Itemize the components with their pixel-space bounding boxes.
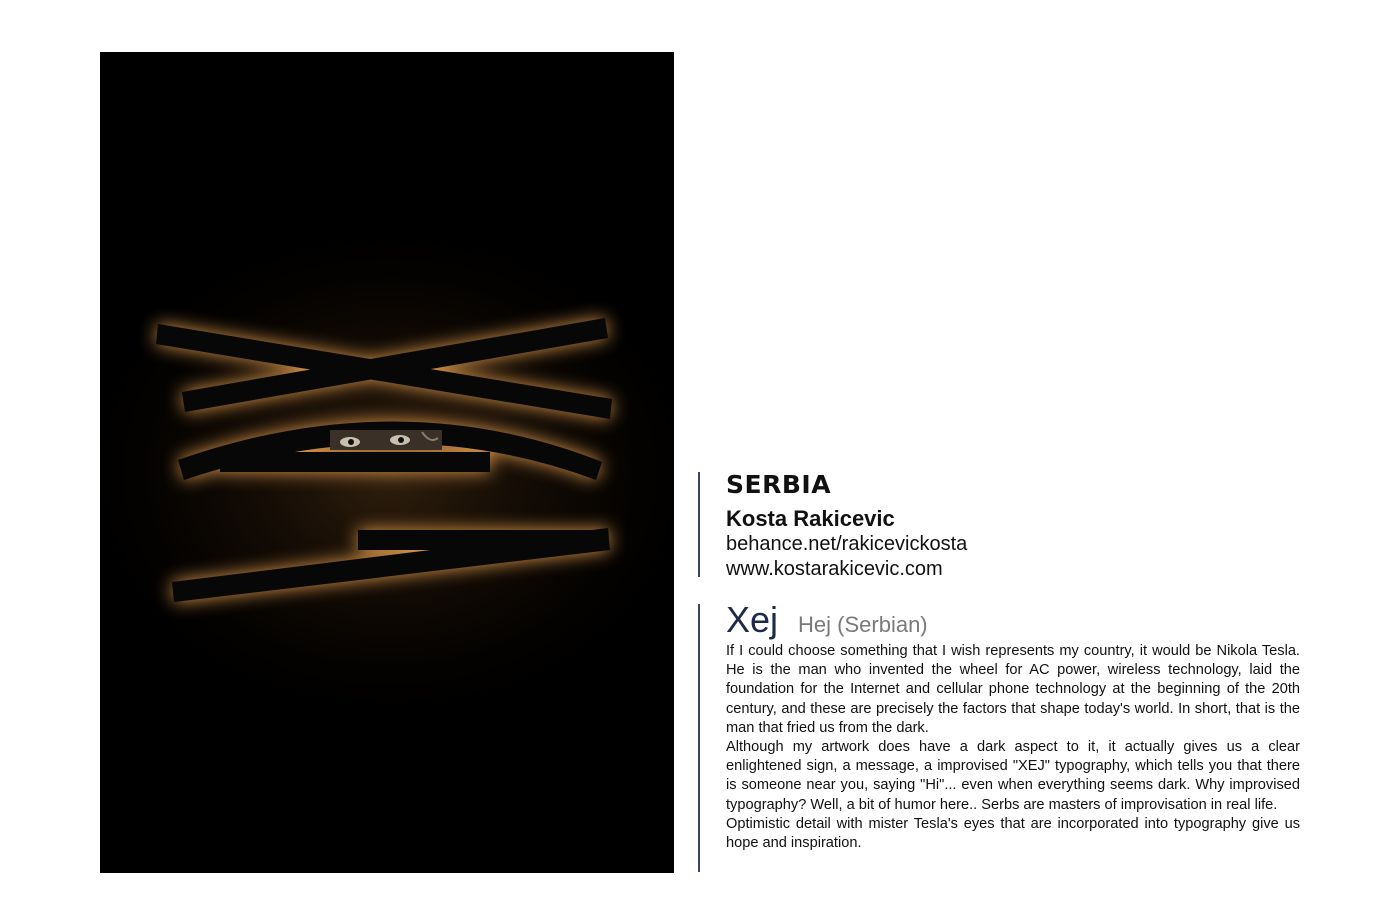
artwork-translation: Hej (Serbian) <box>798 612 928 637</box>
description-paragraph-1: If I could choose something that I wish represents my country, it would be Nikola Tesla. He is the man who invented the wheel for AC power, wireless technology, laid the foundation for the Internet and cellular phone technology at the beginning of the 20th century, and these are precisely the factors that shape today's world. In short, that is the man that fried us from the dark. <box>726 643 1300 736</box>
artwork-word: Xej <box>726 599 779 640</box>
artwork-description <box>698 599 1300 872</box>
tesla-eyes-detail <box>330 430 442 450</box>
country-title: SERBIA <box>726 470 832 499</box>
artwork-title-row <box>726 598 1300 642</box>
artist-name: Kosta Rakicevic <box>726 506 895 531</box>
website-link[interactable]: www.kostarakicevic.com <box>726 558 943 580</box>
artwork-poster <box>100 52 674 873</box>
artist-info <box>698 470 968 580</box>
description-paragraph-2: Although my artwork does have a dark aspect to it, it actually gives us a clear enlightened sign, a message, a improvised "XEJ" typography, which tells you that there is someone near you, saying "Hi"... even when everything seems dark. Why improvised typography? Well, a bit of humor here.. Serbs are masters of improvisation in real life. <box>726 739 1300 813</box>
xej-typography-artwork <box>100 52 674 873</box>
description-paragraph-3: Optimistic detail with mister Tesla's eyes that are incorporated into typography give us hope and inspiration. <box>726 815 1300 852</box>
behance-link[interactable]: behance.net/rakicevickosta <box>726 533 968 555</box>
